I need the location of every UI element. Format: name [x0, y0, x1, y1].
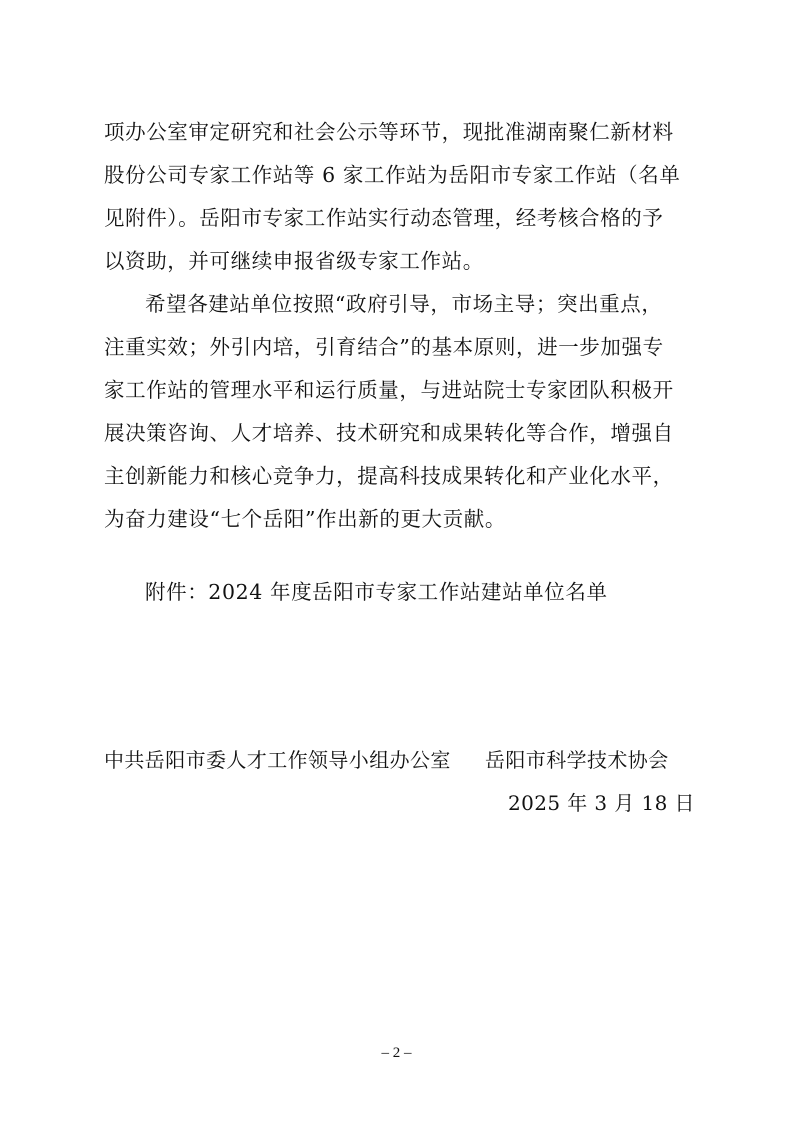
- paragraph1-line-2: 股份公司专家工作站等 6 家工作站为岳阳市专家工作站（名单: [104, 163, 681, 187]
- paragraph1-line-3: 见附件）。岳阳市专家工作站实行动态管理，经考核合格的予: [104, 206, 664, 230]
- paragraph1-line-4: 以资助，并可继续申报省级专家工作站。: [104, 249, 484, 273]
- attachment-note: 附件：2024 年度岳阳市专家工作站建站单位名单: [145, 580, 608, 604]
- signature-org-left: 中共岳阳市委人才工作领导小组办公室: [104, 748, 451, 772]
- paragraph2-line-2: 注重实效；外引内培，引育结合”的基本原则，进一步加强专: [104, 335, 664, 359]
- page-number: – 2 –: [381, 1045, 412, 1061]
- paragraph2-line-4: 展决策咨询、人才培养、技术研究和成果转化等合作，增强自: [104, 421, 674, 445]
- paragraph2-line-5: 主创新能力和核心竞争力，提高科技成果转化和产业化水平，: [104, 464, 674, 488]
- signature-org-right: 岳阳市科学技术协会: [485, 748, 669, 772]
- paragraph2-line-1: 希望各建站单位按照“政府引导，市场主导；突出重点，: [145, 292, 663, 316]
- signature-date: 2025 年 3 月 18 日: [508, 791, 695, 815]
- paragraph2-line-3: 家工作站的管理水平和运行质量，与进站院士专家团队积极开: [104, 378, 674, 402]
- paragraph2-line-6: 为奋力建设“七个岳阳”作出新的更大贡献。: [104, 507, 506, 531]
- paragraph1-line-1: 项办公室审定研究和社会公示等环节，现批准湖南聚仁新材料: [104, 120, 674, 144]
